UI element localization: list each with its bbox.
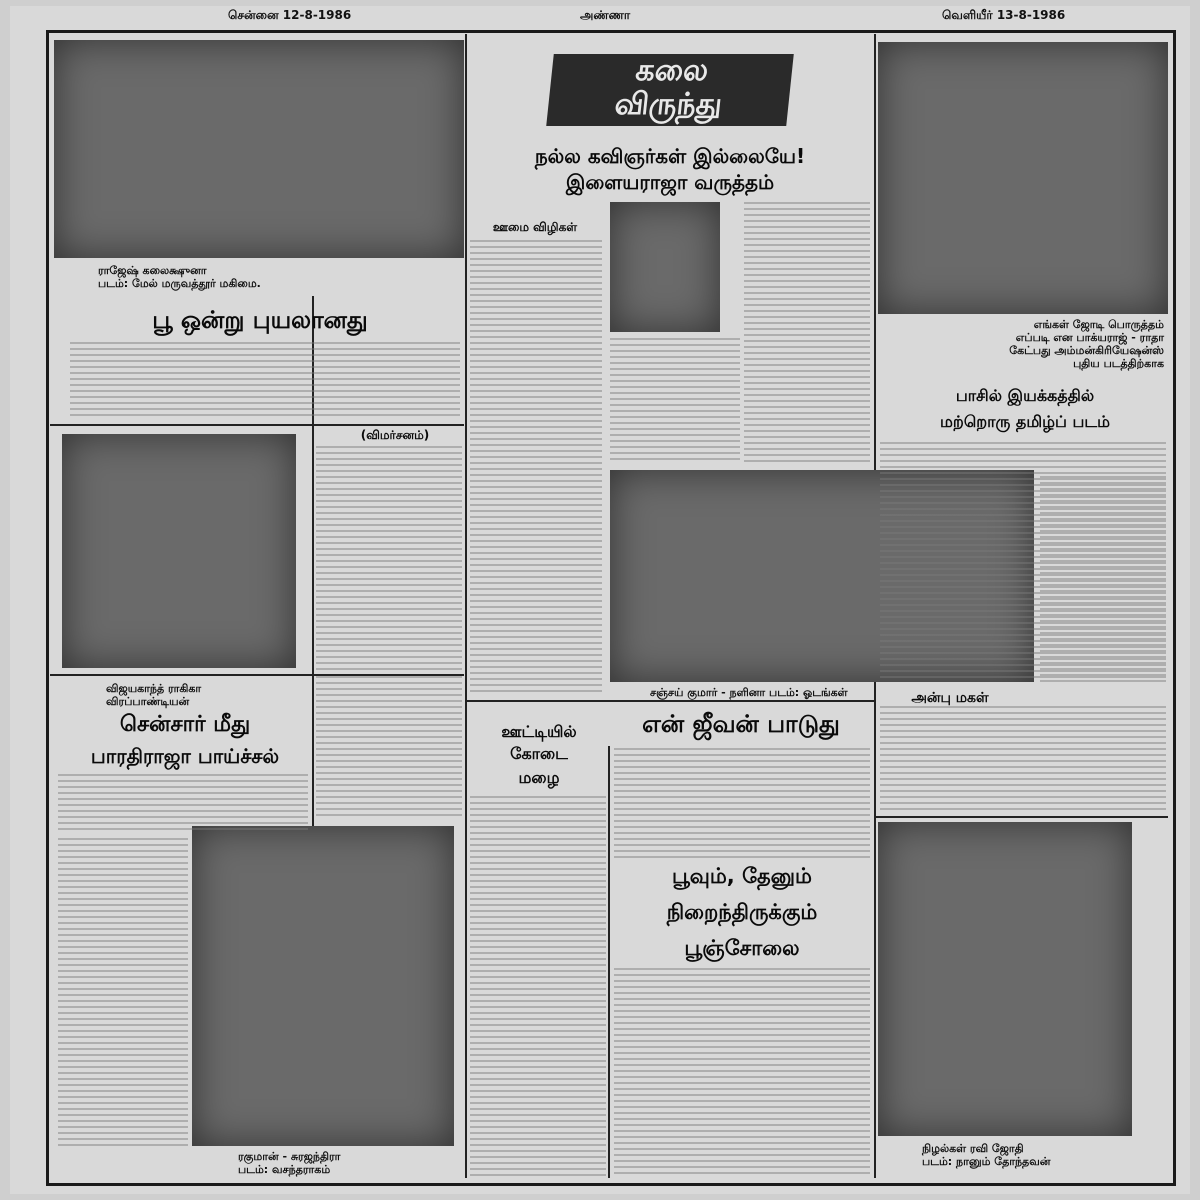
- paris-headline-2: மற்றொரு தமிழ்ப் படம்: [940, 412, 1110, 431]
- photo-rajesh: [54, 40, 464, 258]
- photo5-caption: [238, 1150, 458, 1176]
- article-text: [614, 748, 870, 858]
- ooty-headline-3: மழை: [518, 768, 560, 787]
- masthead-strip: [10, 6, 1190, 28]
- photo2-caption-line1: எங்கள் ஜோடி பொருத்தம்: [1033, 318, 1164, 331]
- banner-line-1: கலை: [633, 53, 711, 88]
- article-text: [744, 202, 870, 464]
- paris-headline-1: பாசில் இயக்கத்தில்: [955, 386, 1095, 405]
- photo2-caption: [910, 318, 1164, 370]
- photo6-caption: [922, 1142, 1162, 1168]
- photo3-caption-line2: விரப்பாண்டியன்: [106, 695, 190, 708]
- photo-vijayakanth-radhika: [62, 434, 296, 668]
- photo6-caption-line2: படம்: நானும் தோந்தவன்: [922, 1155, 1051, 1168]
- kalai-virundhu-banner: [546, 54, 794, 126]
- masthead-right-date: வெளியீர் 13-8-1986: [942, 8, 1066, 22]
- article-text: [880, 442, 1166, 682]
- newspaper-page: [10, 6, 1190, 1194]
- photo1-caption-line2: படம்: மேல் மருவத்தூர் மகிமை.: [98, 277, 261, 290]
- article-text: [880, 706, 1166, 812]
- anbu-headline: அன்பு மகள்: [911, 690, 989, 706]
- main-headline: நல்ல கவிஞர்கள் இல்லையே!: [534, 144, 806, 168]
- photo2-caption-line3: கேட்பது அம்மன்கிரியேஷன்ஸ்: [1009, 344, 1164, 357]
- review-label: (விமர்சனம்): [360, 428, 430, 442]
- photo4-caption: சஞ்சய் குமார் - நளினா படம்: ஓடங்கள்: [650, 686, 848, 699]
- photo2-caption-line2: எப்படி என பாக்யராஜ் - ராதா: [1015, 331, 1164, 344]
- section-rule: [50, 424, 464, 426]
- section-rule: [466, 700, 874, 702]
- left-headline: பூ ஒன்று புயலானது: [152, 306, 368, 334]
- photo5-caption-line2: படம்: வசந்தராகம்: [238, 1163, 331, 1176]
- ooty-headline-2: கோடை: [510, 744, 568, 763]
- article-text: [470, 796, 606, 1176]
- poovum-headline-3: பூஞ்சோலை: [684, 936, 800, 960]
- article-text: [70, 342, 460, 416]
- poovum-headline-2: நிறைந்திருக்கும்: [666, 900, 818, 924]
- article-text: [614, 968, 870, 1176]
- article-text: [58, 838, 188, 1148]
- photo6-caption-line1: நிழல்கள் ரவி ஜோதி: [922, 1142, 1024, 1155]
- photo-bhagyaraj-radha: [878, 42, 1168, 314]
- article-text: [316, 676, 462, 816]
- photo-ilaiyaraja: [610, 202, 720, 332]
- article-text: [470, 240, 602, 694]
- photo-nizhalgal-ravi: [878, 822, 1132, 1136]
- main-subheadline: இளையராஜா வருத்தம்: [565, 170, 775, 194]
- article-text: [610, 338, 740, 464]
- byline: ஊமை விழிகள்: [492, 220, 578, 234]
- center-headline: என் ஜீவன் பாடுது: [642, 710, 840, 738]
- censor-headline-2: பாரதிராஜா பாய்ச்சல்: [90, 744, 280, 768]
- photo3-caption: [106, 682, 306, 708]
- article-text: [316, 446, 462, 670]
- banner-line-2: விருந்து: [613, 87, 724, 122]
- section-rule: [876, 816, 1168, 818]
- censor-headline-1: சென்சார் மீது: [119, 712, 251, 737]
- photo2-caption-line4: புதிய படத்திற்காக: [1073, 357, 1164, 370]
- poovum-headline-1: பூவும், தேனும்: [672, 864, 812, 888]
- column-rule: [465, 34, 467, 1178]
- photo-rahman: [192, 826, 454, 1146]
- photo1-caption: [98, 264, 458, 290]
- ooty-headline-1: ஊட்டியில்: [501, 722, 577, 741]
- article-text: [58, 774, 308, 834]
- photo3-caption-line1: விஜயகாந்த் ராகிகா: [106, 682, 202, 695]
- masthead-title: அண்ணா: [580, 8, 631, 22]
- photo1-caption-line1: ராஜேஷ் கலைக்ஷுனா: [98, 264, 207, 277]
- column-rule: [608, 746, 610, 1178]
- masthead-left-date: சென்னை 12-8-1986: [228, 8, 352, 22]
- photo5-caption-line1: ரகுமான் - சுரஜந்திரா: [238, 1150, 341, 1163]
